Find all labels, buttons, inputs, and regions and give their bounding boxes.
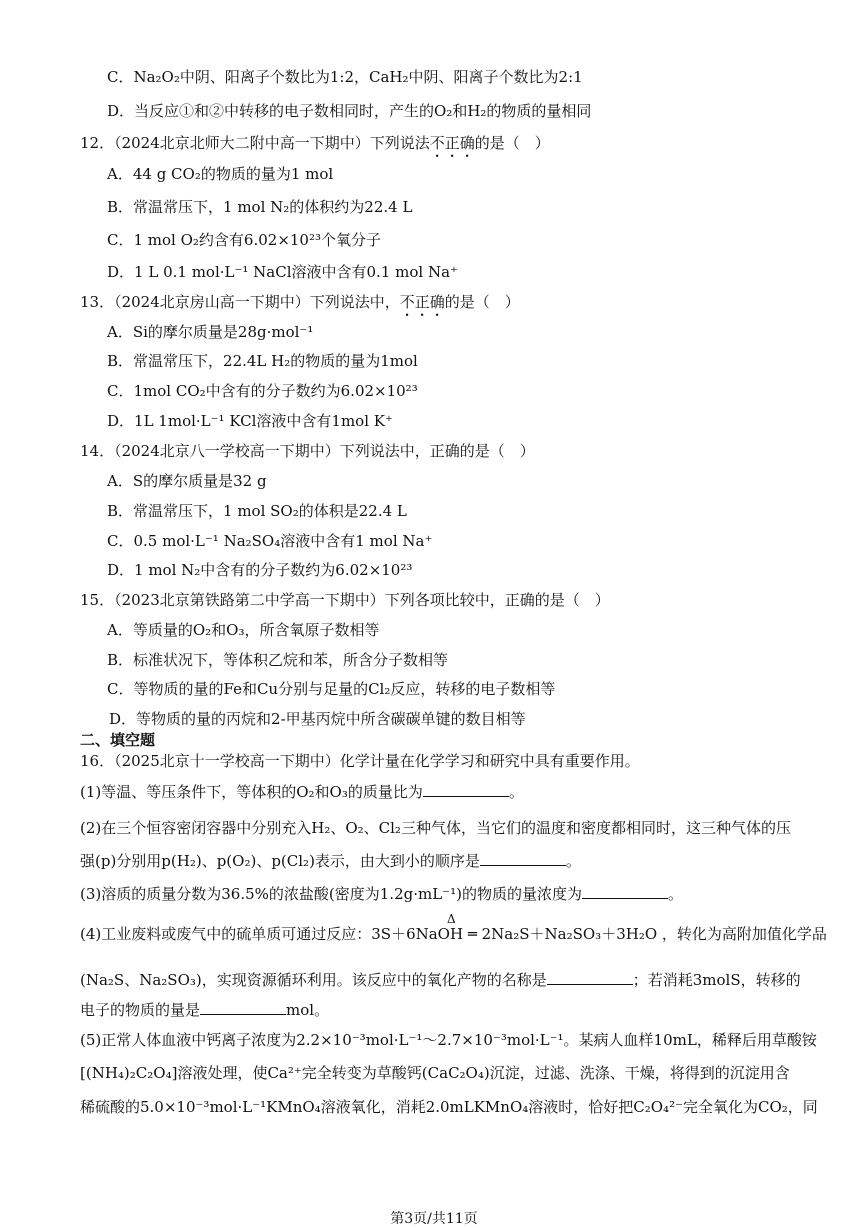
option-15c: C．等物质的量的Fe和Cu分别与足量的Cl₂反应，转移的电子数相等 bbox=[107, 680, 556, 698]
page-number: 第3页/共11页 bbox=[390, 1211, 478, 1227]
question-16-part5-line1: (5)正常人体血液中钙离子浓度为2.2×10⁻³mol·L⁻¹～2.7×10⁻³mol·L⁻¹。某病人血样10mL，稀释后用草酸铵 bbox=[80, 1031, 817, 1049]
option-13b: B．常温常压下，22.4L H₂的物质的量为1mol bbox=[107, 352, 418, 370]
question-13-tail: 的是（ ） bbox=[444, 293, 520, 311]
part4-text: (Na₂S、Na₂SO₃)，实现资源循环利用。该反应中的氧化产物的名称是 bbox=[80, 971, 547, 989]
option-11d: D．当反应①和②中转移的电子数相同时，产生的O₂和H₂的物质的量相同 bbox=[107, 102, 592, 120]
option-11c: C．Na₂O₂中阴、阳离子个数比为1:2，CaH₂中阴、阳离子个数比为2:1 bbox=[107, 68, 583, 86]
question-12-tail: 的是（ ） bbox=[474, 134, 550, 152]
answer-blank[interactable] bbox=[582, 884, 668, 899]
question-14: 14．（2024北京八一学校高一下期中）下列说法中，正确的是（ ） bbox=[80, 442, 535, 460]
question-16-stem: 16．（2025北京十一学校高一下期中）化学计量在化学学习和研究中具有重要作用。 bbox=[80, 752, 640, 770]
part3-end: 。 bbox=[667, 885, 683, 903]
part4-unit: mol。 bbox=[286, 1001, 330, 1019]
answer-blank[interactable] bbox=[480, 851, 566, 866]
question-16-part1 bbox=[80, 782, 524, 802]
question-15: 15．（2023北京第铁路第二中学高一下期中）下列各项比较中，正确的是（ ） bbox=[80, 591, 610, 609]
question-16-part2-line1: (2)在三个恒容密闭容器中分别充入H₂、O₂、Cl₂三种气体，当它们的温度和密度都相同时，这三种气体的压 bbox=[80, 819, 791, 837]
part1-end: 。 bbox=[508, 783, 524, 801]
option-12a: A．44 g CO₂的物质的量为1 mol bbox=[107, 165, 334, 183]
option-14b: B．常温常压下，1 mol SO₂的体积是22.4 L bbox=[107, 502, 407, 520]
part3-text: (3)溶质的质量分数为36.5%的浓盐酸(密度为1.2g·mL⁻¹)的物质的量浓度为 bbox=[80, 885, 582, 903]
option-14d: D．1 mol N₂中含有的分子数约为6.02×10²³ bbox=[107, 561, 413, 579]
option-15b: B．标准状况下，等体积乙烷和苯，所含分子数相等 bbox=[107, 651, 449, 669]
question-16-part2-line2 bbox=[80, 851, 581, 871]
answer-blank[interactable] bbox=[200, 1000, 286, 1015]
question-16-part3 bbox=[80, 884, 683, 904]
option-13a: A．Si的摩尔质量是28g·mol⁻¹ bbox=[107, 323, 314, 341]
heat-symbol: Δ bbox=[447, 912, 456, 926]
part2-end: 。 bbox=[565, 852, 581, 870]
question-13-stem: 13．（2024北京房山高一下期中）下列说法中， bbox=[80, 293, 400, 311]
question-13 bbox=[80, 292, 520, 320]
section-heading: 二、填空题 bbox=[80, 731, 156, 749]
option-12c: C．1 mol O₂约含有6.02×10²³个氧分子 bbox=[107, 231, 381, 249]
part1-text: (1)等温、等压条件下，等体积的O₂和O₃的质量比为 bbox=[80, 783, 423, 801]
question-16-part4-line1: (4)工业废料或废气中的硫单质可通过反应：3S＋6NaOH ═ 2Na₂S＋Na₂SO₃＋3H₂O ，转化为高附加值化学品 bbox=[80, 925, 827, 943]
emphasis-text: 不正确 bbox=[399, 293, 445, 311]
question-16-part5-line2: [(NH₄)₂C₂O₄]溶液处理，使Ca²⁺完全转变为草酸钙(CaC₂O₄)沉淀，过滤、洗涤、干燥，将得到的沉淀用含 bbox=[80, 1064, 790, 1082]
option-15a: A．等质量的O₂和O₃，所含氧原子数相等 bbox=[107, 621, 380, 639]
option-14a: A．S的摩尔质量是32 g bbox=[107, 472, 267, 490]
option-13d: D．1L 1mol·L⁻¹ KCl溶液中含有1mol K⁺ bbox=[107, 412, 393, 430]
answer-blank[interactable] bbox=[547, 970, 633, 985]
part2-text: 强(p)分别用p(H₂)、p(O₂)、p(Cl₂)表示，由大到小的顺序是 bbox=[80, 852, 480, 870]
option-12b: B．常温常压下，1 mol N₂的体积约为22.4 L bbox=[107, 198, 413, 216]
option-15d: D．等物质的量的丙烷和2-甲基丙烷中所含碳碳单键的数目相等 bbox=[109, 710, 526, 728]
emphasis-text: 不正确 bbox=[429, 134, 475, 152]
option-13c: C．1mol CO₂中含有的分子数约为6.02×10²³ bbox=[107, 382, 418, 400]
question-16-part4-line2 bbox=[80, 970, 801, 990]
answer-blank[interactable] bbox=[423, 782, 509, 797]
question-12 bbox=[80, 133, 550, 161]
part4-text-end: 电子的物质的量是 bbox=[80, 1001, 201, 1019]
question-16-part4-line3 bbox=[80, 1000, 329, 1020]
question-16-part5-line3: 稀硫酸的5.0×10⁻³mol·L⁻¹KMnO₄溶液氧化，消耗2.0mLKMnO₄溶液时，恰好把C₂O₄²⁻完全氧化为CO₂，同 bbox=[80, 1098, 818, 1116]
option-12d: D．1 L 0.1 mol·L⁻¹ NaCl溶液中含有0.1 mol Na⁺ bbox=[107, 263, 458, 281]
part4-text-mid: ；若消耗3molS，转移的 bbox=[632, 971, 801, 989]
question-12-stem: 12．（2024北京北师大二附中高一下期中）下列说法 bbox=[80, 134, 430, 152]
option-14c: C．0.5 mol·L⁻¹ Na₂SO₄溶液中含有1 mol Na⁺ bbox=[107, 532, 433, 550]
